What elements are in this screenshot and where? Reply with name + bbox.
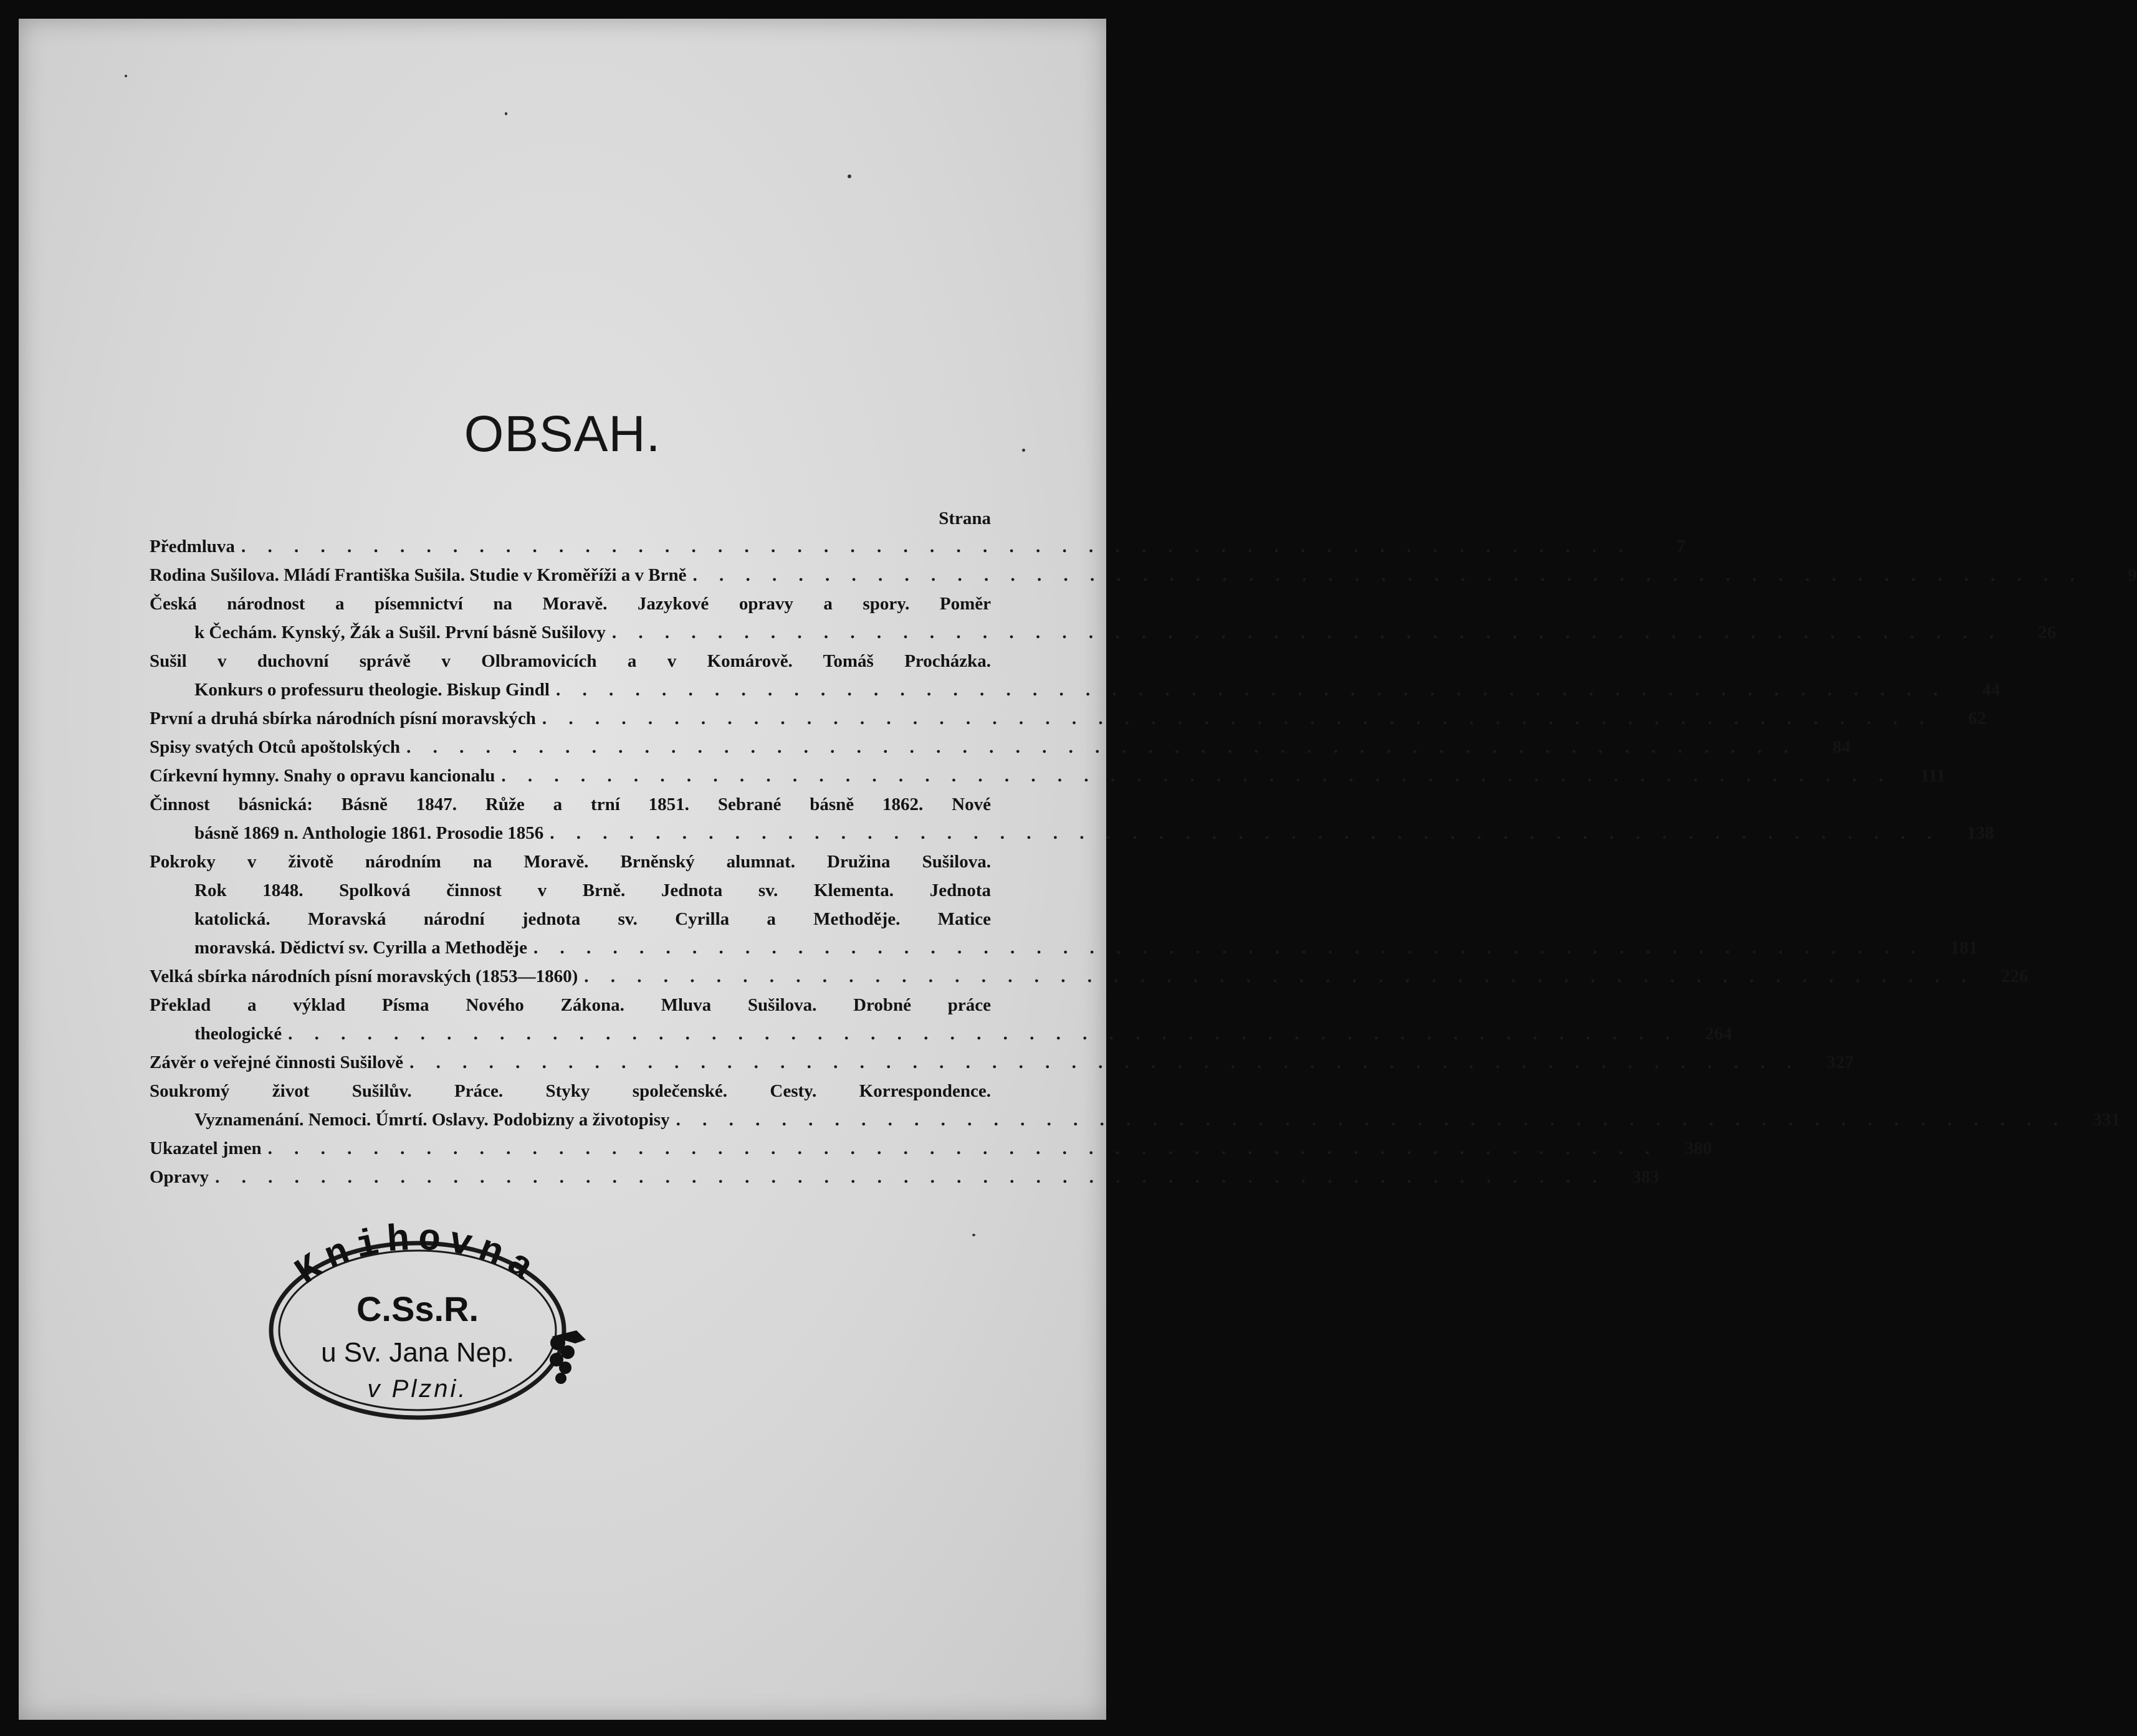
paper-speck (125, 75, 127, 77)
stamp-line-1: C.Ss.R. (356, 1289, 479, 1328)
toc-entry-line (150, 1019, 1733, 1048)
toc-page-number: 44 (1982, 680, 2001, 700)
toc-entry-text: k Čechám. Kynský, Žák a Sušil. První básně Sušilovy (194, 622, 606, 642)
dot-leader (406, 733, 1797, 761)
toc-page-number: 331 (2093, 1110, 2120, 1130)
toc-entry (150, 761, 1946, 790)
toc-entry-line (150, 561, 2137, 589)
dot-leader (612, 618, 2002, 647)
toc-entry-text: Velká sbírka národních písní moravských (1853—1860) (150, 966, 578, 986)
toc-entry-text: Předmluva (150, 537, 235, 556)
stamp-line-3: v Plzni. (367, 1375, 468, 1403)
toc-entry-line (150, 761, 1946, 790)
library-stamp (246, 1215, 595, 1421)
toc-entry (150, 589, 2057, 647)
toc-entry-line (150, 1163, 1660, 1191)
toc-entry-line (150, 847, 991, 876)
paper-speck (972, 1234, 975, 1236)
toc-entry-line (150, 1105, 2120, 1134)
toc-entry-text: Církevní hymny. Snahy o opravu kancionalu (150, 766, 495, 786)
toc-page-number: 380 (1685, 1138, 1712, 1158)
toc-entry-line (150, 675, 2001, 704)
toc-entry-text: První a druhá sbírka národních písní moravských (150, 708, 536, 728)
toc-entry-text: Rok 1848. Spolková činnost v Brně. Jednota sv. Klementa. Jednota (194, 880, 991, 900)
toc-page-number: 26 (2038, 622, 2057, 642)
toc-entry-line (150, 704, 1987, 733)
toc-entry-line (150, 819, 1994, 847)
toc-entry-text: Překlad a výklad Písma Nového Zákona. Mluva Sušilova. Drobné práce (150, 995, 991, 1015)
toc-entry (150, 962, 2029, 991)
toc-entry-text: Vyznamenání. Nemoci. Úmrtí. Oslavy. Podobizny a životopisy (194, 1110, 670, 1130)
dot-leader (288, 1019, 1678, 1048)
paper-speck (1022, 449, 1025, 452)
toc-entry (150, 647, 2001, 704)
toc-entry-text: Konkurs o professuru theologie. Biskup Gindl (194, 680, 550, 700)
dot-leader (584, 962, 1974, 991)
dot-leader (676, 1105, 2067, 1134)
toc-page-number: 138 (1966, 823, 1994, 843)
toc-entry-line (150, 905, 991, 933)
toc-entry (150, 1048, 1854, 1077)
toc-page-number: 84 (1832, 737, 1851, 757)
toc-entry (150, 704, 1987, 733)
toc-entry-text: Opravy (150, 1167, 209, 1187)
stamp-arc-text: Knihovna (288, 1218, 547, 1295)
toc-entry-line (150, 1048, 1854, 1077)
dot-leader (241, 532, 1632, 561)
toc-entry-text: moravská. Dědictví sv. Cyrilla a Methoděje (194, 938, 528, 958)
toc-entry (150, 532, 1686, 561)
dot-leader (501, 761, 1891, 790)
toc-entry-text: Sušil v duchovní správě v Olbramovicích a v Komárově. Tomáš Procházka. (150, 651, 991, 671)
toc-page-number: 9 (2128, 565, 2137, 585)
page-column-header: Strana (939, 508, 991, 528)
toc-entry (150, 733, 1851, 761)
toc-entry-line (150, 589, 991, 618)
toc-entry-line (150, 1134, 1712, 1163)
toc-entry-text: Pokroky v životě národním na Moravě. Brněnský alumnat. Družina Sušilova. (150, 852, 991, 872)
toc-entry-text: Česká národnost a písemnictví na Moravě. Jazykové opravy a spory. Poměr (150, 594, 991, 614)
toc-entry-text: katolická. Moravská národní jednota sv. Cyrilla a Methoděje. Matice (194, 909, 991, 929)
book-page (19, 19, 2137, 1720)
dot-leader (409, 1048, 1800, 1077)
toc-entry-text: Závěr o veřejné činnosti Sušilově (150, 1052, 404, 1072)
toc-entry-line (150, 876, 991, 905)
toc-entry-line (150, 733, 1851, 761)
dot-leader (550, 819, 1940, 847)
toc-page-number: 327 (1826, 1052, 1854, 1072)
toc-entry-line (150, 618, 2057, 647)
toc-entry-line (150, 991, 991, 1019)
toc-page-number: 226 (2001, 966, 2029, 986)
toc-entry (150, 847, 1978, 962)
toc-entry-line (150, 962, 2029, 991)
dot-leader (556, 675, 1946, 704)
toc-entry-text: Ukazatel jmen (150, 1138, 262, 1158)
toc-entry-line (150, 933, 1978, 962)
toc-entry (150, 991, 1733, 1048)
dot-leader (268, 1134, 1658, 1163)
toc-entry-line (150, 647, 991, 675)
toc-entry (150, 790, 1994, 847)
toc-page-number: 181 (1950, 938, 1978, 958)
toc-entry-text: básně 1869 n. Anthologie 1861. Prosodie 1856 (194, 823, 544, 843)
stamp-line-2: u Sv. Jana Nep. (321, 1337, 514, 1368)
toc-entry-text: Soukromý život Sušilův. Práce. Styky společenské. Cesty. Korrespondence. (150, 1081, 991, 1101)
toc-entry (150, 561, 2137, 589)
paper-speck (848, 174, 851, 178)
toc-entry-text: Spisy svatých Otců apoštolských (150, 737, 401, 757)
dot-leader (693, 561, 2083, 589)
toc-entry-text: Rodina Sušilova. Mládí Františka Sušila. Studie v Kroměříži a v Brně (150, 565, 687, 585)
toc-page-number: 264 (1704, 1024, 1733, 1044)
dot-leader (533, 933, 1924, 962)
toc-entry (150, 1134, 1712, 1163)
toc-page-number: 111 (1920, 766, 1946, 786)
toc-page-number: 7 (1676, 537, 1686, 556)
table-of-contents (150, 505, 2137, 1191)
toc-entry-text: Činnost básnická: Básně 1847. Růže a trní 1851. Sebrané básně 1862. Nové (150, 794, 991, 814)
toc-entry (150, 1077, 2120, 1134)
toc-entry-line (150, 790, 991, 819)
toc-entry-text: theologické (194, 1024, 282, 1044)
toc-entry-line (150, 532, 1686, 561)
page-title: OBSAH. (464, 406, 661, 462)
toc-entry-line (150, 1077, 991, 1105)
toc-entry (150, 1163, 1660, 1191)
toc-page-number: 383 (1632, 1167, 1660, 1187)
toc-page-number: 62 (1968, 708, 1987, 728)
dot-leader (542, 704, 1933, 733)
paper-speck (505, 112, 507, 115)
dot-leader (215, 1163, 1605, 1191)
stamp-grapes-icon (550, 1330, 586, 1384)
